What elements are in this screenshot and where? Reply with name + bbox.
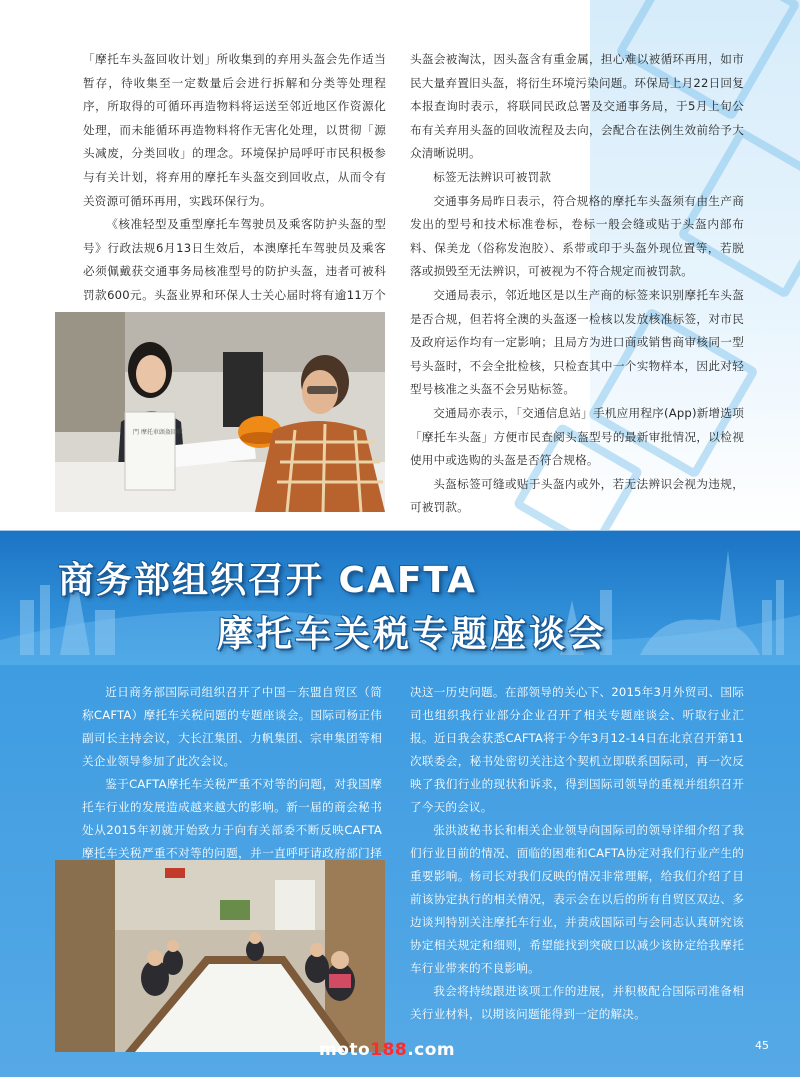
office-photo — [55, 312, 385, 512]
paragraph: 我会将持续跟进该项工作的进展，并积极配合国际司准备相关行业材料，以期该问题能得到一定的解决。 — [410, 984, 744, 1021]
page-number: 45 — [755, 1039, 769, 1052]
paragraph: 交通局表示，邻近地区是以生产商的标签来识别摩托车头盔是否合规，但若将全澳的头盔逐一检核以发放核准标签，对市民及政府运作均有一定影响；且局方为进口商或销售商审核同一型号头盔时，不会全批检核，只检查其中一个实物样本，因此对轻型号核准之头盔不会另贴标签。 — [410, 287, 744, 397]
paragraph: 鉴于CAFTA摩托车关税严重不对等的问题，对我国摩托车行业的发展造成越来越大的影响。新一届的商会秘书处从2015年初就开始致力于向有关部委不断反映CAFTA摩托车关税严重不对等的问题，并一直呼吁请政府部门择 — [82, 777, 382, 860]
paragraph: 张洪波秘书长和相关企业领导向国际司的领导详细介绍了我们行业目前的情况、面临的困难和CAFTA协定对我们行业产生的重要影响。杨司长对我们反映的情况非常理解，给我们介绍了目前该协定执行的相关情况，表示会在以后的所有自贸区双边、多边谈判特别关注摩托车行业，并责成国际司与会同志认真研究该协定相关规定和细则，希望能找到突破口以减少该协定给我摩托车行业带来的不良影响。 — [410, 823, 744, 975]
paragraph: 近日商务部国际司组织召开了中国－东盟自贸区（简称CAFTA）摩托车关税问题的专题座谈会。国际司杨正伟副司长主持会议，大长江集团、力帆集团、宗申集团等相关企业领导参加了此次会议。 — [82, 685, 382, 768]
paragraph: 交通事务局昨日表示，符合规格的摩托车头盔须有由生产商发出的型号和技术标准卷标，卷标一般会缝或贴于头盔内部布料、保美龙（俗称发泡胶）、系带或印于头盔外现位置等，若脱落或损毁至无法辨识，可被视为不符合规定而被罚款。 — [410, 193, 744, 279]
paragraph: 《核准轻型及重型摩托车驾驶员及乘客防护头盔的型号》行政法规6月13日生效后，本澳摩托车驾驶员及乘客必须佩戴获交通事务局核准型号的防护头盔，违者可被科罚款600元。头盔业界和环保人士关心届时将有逾11万个 — [83, 217, 386, 302]
top-left-column — [83, 48, 386, 331]
article-title-line2: 摩托车关税专题座谈会 — [217, 614, 608, 655]
paragraph: 「摩托车头盔回收计划」所收集到的弃用头盔会先作适当暂存，待收集至一定数量后会进行拆解和分类等处理程序，所取得的可循环再造物料将运送至邻近地区作资源化处理，而未能循环再造物料将作无害化处理，以贯彻「源头减废，分类回收」的理念。环境保护局呼吁市民积极参与有关计划，将弃用的摩托车头盔交到回收点，从而令有关资源可循环再用，实践环保行为。 — [83, 52, 386, 208]
subheading: 标签无法辨识可被罚款 — [433, 169, 552, 184]
logo-part: 188 — [370, 1040, 408, 1060]
paragraph: 决这一历史问题。在部领导的关心下、2015年3月外贸司、国际司也组织我行业部分企业召开了相关专题座谈会、听取行业汇报。近日我会获悉CAFTA将于今年3月12-14日在北京召开第11次联委会，秘书处密切关注这个契机立即联系国际司，再一次反映了我们行业的现状和诉求，得到国际司领导的重视并组织召开了今天的会议。 — [410, 685, 744, 814]
article-title-line1: 商务部组织召开 CAFTA — [58, 560, 478, 601]
paragraph: 头盔会被淘汰，因头盔含有重金属，担心难以被循环再用，如市民大量弃置旧头盔，将衍生环境污染问题。环保局上月22日回复本报查询时表示，将联同民政总署及交通事务局，于5月上旬公布有关弃用头盔的回收流程及去向，会配合在法例生效前给予大众清晰说明。 — [410, 52, 744, 161]
article-left-column — [82, 681, 382, 888]
article-right-column — [410, 681, 744, 1026]
site-watermark-logo[interactable] — [319, 1040, 455, 1060]
meeting-photo — [55, 860, 385, 1052]
paragraph: 头盔标签可缝或贴于头盔内或外，若无法辨识会视为违规，可被罚款。 — [410, 476, 744, 515]
office-photo-illustration — [55, 312, 385, 512]
top-right-column — [410, 48, 744, 520]
logo-part: moto — [319, 1040, 371, 1060]
meeting-photo-illustration — [55, 860, 385, 1052]
paragraph: 交通局亦表示，「交通信息站」手机应用程序(App)新增选项「摩托车头盔」方便市民查阅头盔型号的最新审批情况，以检视使用中或选购的头盔是否符合规格。 — [410, 405, 744, 468]
sign-text: 門 摩托車頭盔回收 — [133, 429, 183, 436]
logo-part: .com — [407, 1040, 456, 1060]
